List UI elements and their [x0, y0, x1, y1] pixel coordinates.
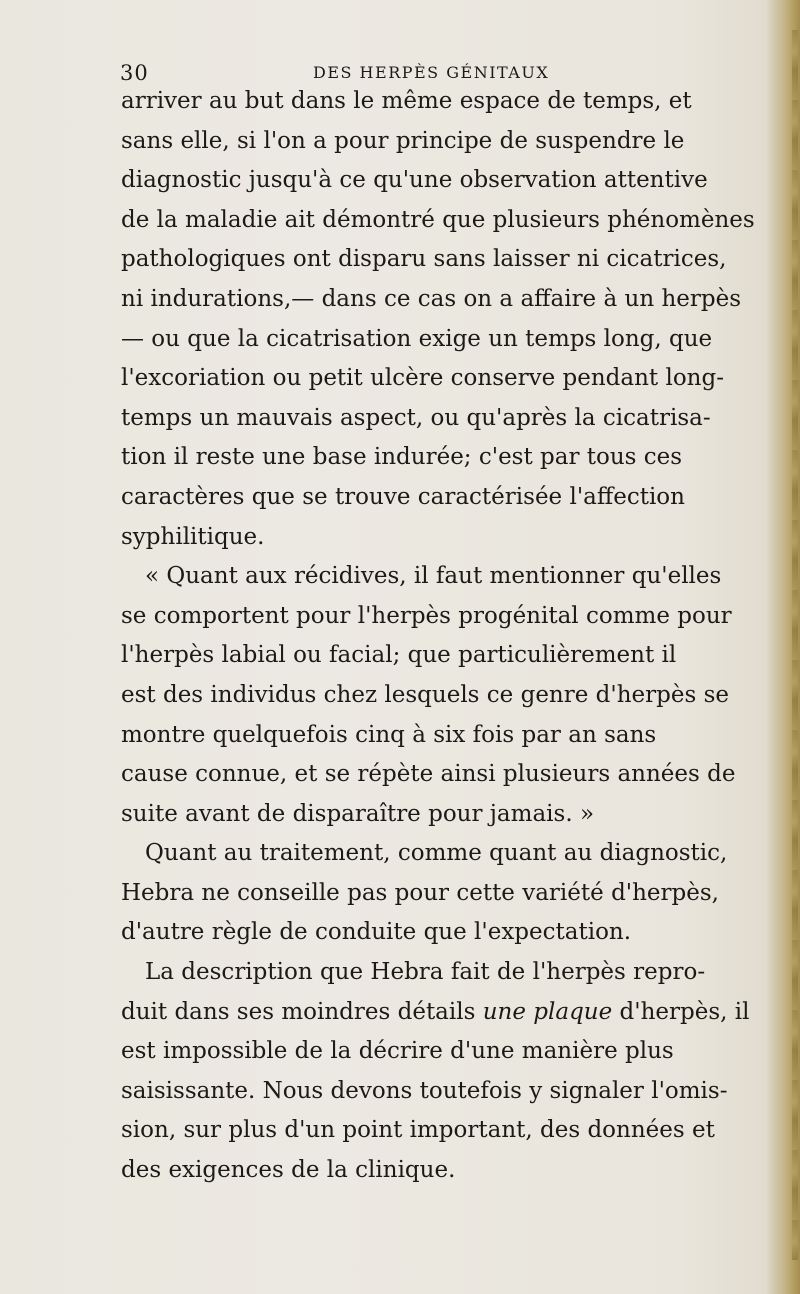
text-line: caractères que se trouve caractérisée l'affection [121, 483, 685, 510]
text-line: de la maladie ait démontré que plusieurs phénomènes [121, 206, 755, 233]
text-line: diagnostic jusqu'à ce qu'une observation attentive [121, 167, 708, 194]
text-line: est impossible de la décrire d'une manière plus [121, 1038, 674, 1065]
text-line: l'herpès labial ou facial; que particulièrement il [121, 642, 677, 669]
text-line: pathologiques ont disparu sans laisser ni cicatrices, [121, 246, 727, 273]
running-head-title: DES HERPÈS GÉNITAUX [313, 63, 550, 82]
text-line: arriver au but dans le même espace de temps, et [121, 88, 692, 114]
text-line: « Quant aux récidives, il faut mentionner qu'elles [145, 563, 722, 590]
italic-phrase: une plaque [482, 998, 613, 1025]
text-line: sion, sur plus d'un point important, des données et [121, 1117, 715, 1144]
text-line: d'autre règle de conduite que l'expectation. [121, 919, 632, 946]
text-line: Hebra ne conseille pas pour cette variété d'herpès, [121, 879, 719, 906]
text-line: La description que Hebra fait de l'herpès repro- [145, 959, 706, 986]
text-segment: duit dans ses moindres détails [121, 998, 483, 1025]
text-line: sans elle, si l'on a pour principe de suspendre le [121, 127, 685, 154]
text-line: saisissante. Nous devons toutefois y signaler l'omis- [121, 1077, 728, 1104]
text-segment: d'herpès, il [612, 998, 750, 1025]
body-text [121, 82, 755, 1191]
text-line: tion il reste une base indurée; c'est par tous ces [121, 444, 683, 471]
text-line: syphilitique. [121, 523, 265, 550]
text-line: cause connue, et se répète ainsi plusieurs années de [121, 761, 736, 788]
text-line: l'excoriation ou petit ulcère conserve pendant long- [121, 365, 724, 392]
text-line: — ou que la cicatrisation exige un temps long, que [121, 325, 713, 352]
text-line: ni indurations,— dans ce cas on a affaire à un herpès [121, 285, 742, 312]
text-line: est des individus chez lesquels ce genre d'herpès se [121, 681, 729, 708]
page-number: 30 [120, 61, 149, 85]
binding-edge [792, 30, 798, 1260]
text-line: des exigences de la clinique. [121, 1157, 456, 1184]
text-line: suite avant de disparaître pour jamais. » [121, 800, 595, 827]
text-line: se comportent pour l'herpès progénital comme pour [121, 602, 732, 629]
text-line-with-italic [121, 993, 750, 1033]
text-line: montre quelquefois cinq à six fois par an sans [121, 721, 657, 748]
text-line: temps un mauvais aspect, ou qu'après la cicatrisa- [121, 404, 711, 431]
text-line: Quant au traitement, comme quant au diagnostic, [145, 840, 728, 867]
